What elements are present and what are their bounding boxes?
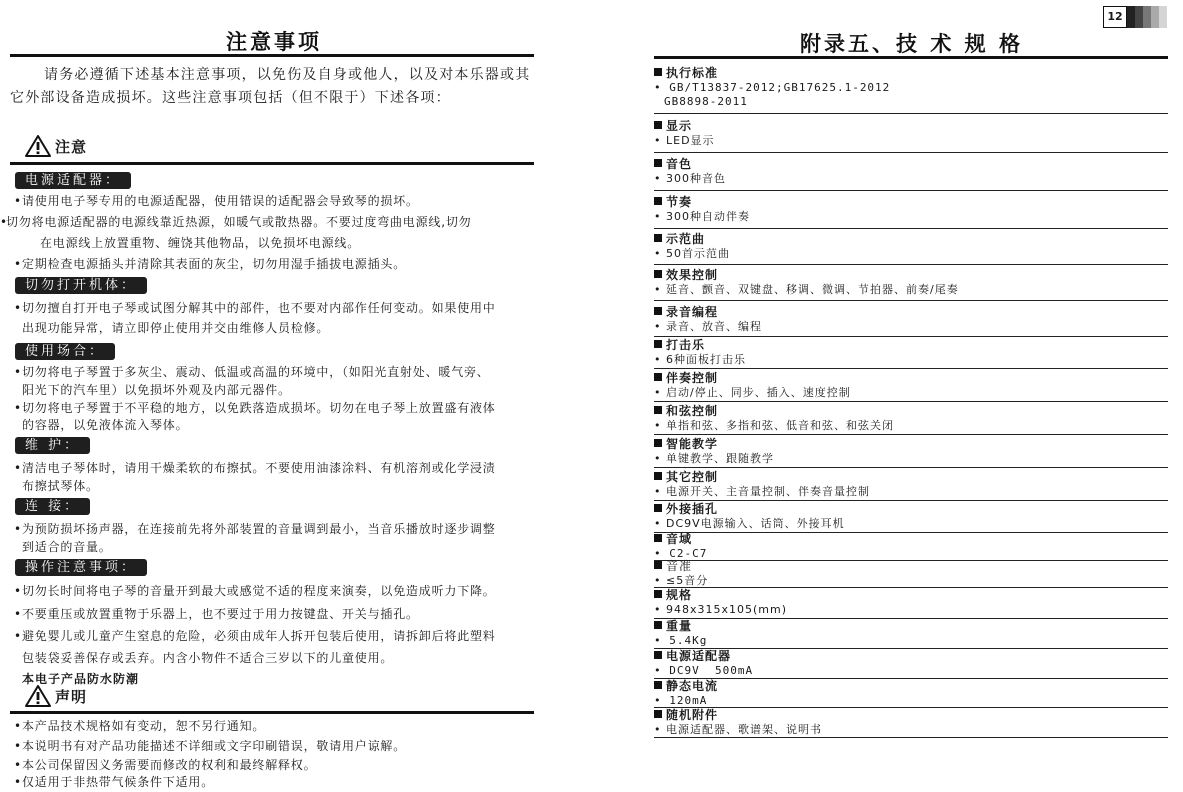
spec-divider	[654, 737, 1168, 738]
right-page	[640, 0, 1183, 789]
spec-label: 重量	[654, 619, 1168, 634]
square-bullet-icon	[654, 307, 662, 315]
section-tag-do-not-open: 切勿打开机体：	[15, 277, 147, 294]
square-bullet-icon	[654, 406, 662, 414]
gradient-swatch	[1127, 6, 1135, 28]
left-page	[0, 0, 548, 789]
square-bullet-icon	[654, 534, 662, 542]
waterproof-note: 本电子产品防水防潮	[22, 672, 140, 686]
spec-label: 音准	[654, 559, 1168, 574]
spec-title: 附录五、技 术 规 格	[800, 32, 1023, 56]
bullet-line: • 避免婴儿或儿童产生窒息的危险，必须由成年人拆开包装后使用，请拆卸后将此塑料	[22, 626, 548, 646]
spec-label: 和弦控制	[654, 404, 1168, 419]
square-bullet-icon	[654, 373, 662, 381]
spec-divider	[654, 228, 1168, 229]
gradient-swatch	[1159, 6, 1167, 28]
page-title: 注意事项	[226, 30, 322, 54]
spec-value: • 50首示范曲	[654, 247, 1168, 261]
spec-row	[654, 437, 1168, 466]
continuation-line: 到适合的音量。	[22, 540, 112, 554]
square-bullet-icon	[654, 234, 662, 242]
gradient-swatch	[1135, 6, 1143, 28]
spec-divider	[654, 113, 1168, 114]
spec-row	[654, 305, 1168, 334]
square-bullet-icon	[654, 340, 662, 348]
spec-value: • 单键教学、跟随教学	[654, 452, 1168, 466]
spec-label: 规格	[654, 588, 1168, 603]
bullet-line: • 切勿将电源适配器的电源线靠近热源，如暖气或散热器。不要过度弯曲电源线,切勿	[6, 212, 532, 232]
square-bullet-icon	[654, 472, 662, 480]
spec-row	[654, 502, 1168, 531]
caution-heading	[24, 134, 87, 158]
spec-label: 效果控制	[654, 268, 1168, 283]
statement-line: • 仅适用于非热带气候条件下适用。	[22, 772, 548, 792]
spec-row	[654, 157, 1168, 186]
gradient-swatch	[1143, 6, 1151, 28]
warning-triangle-icon	[24, 684, 52, 708]
spec-divider	[654, 368, 1168, 369]
spec-label: 静态电流	[654, 679, 1168, 694]
spec-divider	[654, 434, 1168, 435]
page-number: 12	[1103, 6, 1127, 28]
spec-label: 打击乐	[654, 338, 1168, 353]
spec-value: • 300种自动伴奏	[654, 210, 1168, 224]
spec-value: • ≤5音分	[654, 574, 1168, 588]
square-bullet-icon	[654, 197, 662, 205]
spec-label: 外接插孔	[654, 502, 1168, 517]
spec-divider	[654, 401, 1168, 402]
spec-value: • 120mA	[654, 694, 1168, 708]
spec-row	[654, 119, 1168, 148]
spec-label: 执行标准	[654, 66, 1168, 81]
spec-value: • 录音、放音、编程	[654, 320, 1168, 334]
square-bullet-icon	[654, 651, 662, 659]
statement-label: 声明	[55, 687, 88, 706]
bullet-line: • 不要重压或放置重物于乐器上，也不要过于用力按键盘、开关与插孔。	[22, 604, 548, 624]
section-tag-location: 使用场合：	[15, 343, 115, 360]
spec-value: • C2-C7	[654, 547, 1168, 561]
spec-row	[654, 66, 1168, 109]
bullet-line: • 定期检查电源插头并清除其表面的灰尘，切勿用湿手插拔电源插头。	[22, 254, 548, 274]
square-bullet-icon	[654, 621, 662, 629]
section-tag-maintenance: 维 护：	[15, 437, 90, 454]
spec-row	[654, 708, 1168, 737]
warning-triangle-icon	[24, 134, 52, 158]
spec-row	[654, 268, 1168, 297]
spec-divider	[654, 500, 1168, 501]
statement-line: • 本产品技术规格如有变动，恕不另行通知。	[22, 716, 548, 736]
statement-line: • 本公司保留因义务需要而修改的权利和最终解释权。	[22, 755, 548, 775]
page-number-box	[1103, 6, 1167, 28]
spec-label: 伴奏控制	[654, 371, 1168, 386]
continuation-line: 的容器，以免液体流入琴体。	[22, 418, 189, 432]
continuation-line: 阳光下的汽车里）以免损坏外观及内部元器件。	[22, 383, 291, 397]
spec-value: • 启动/停止、同步、插入、速度控制	[654, 386, 1168, 400]
square-bullet-icon	[654, 270, 662, 278]
continuation-line: 包装袋妥善保存或丢弃。内含小物件不适合三岁以下的儿童使用。	[22, 651, 394, 665]
spec-value: • DC9V电源输入、话筒、外接耳机	[654, 517, 1168, 531]
square-bullet-icon	[654, 710, 662, 718]
intro-paragraph: 请务必遵循下述基本注意事项，以免伤及自身或他人，以及对本乐器或其它外部设备造成损坏。这些注意事项包括（但不限于）下述各项：	[10, 67, 531, 106]
continuation-line: 出现功能异常，请立即停止使用并交由维修人员检修。	[22, 321, 330, 335]
bullet-line: • 请使用电子琴专用的电源适配器，使用错误的适配器会导致琴的损坏。	[22, 191, 548, 211]
title-rule	[654, 56, 1168, 59]
spec-divider	[654, 264, 1168, 265]
statement-rule	[10, 711, 534, 714]
spec-value: • 948x315x105(mm)	[654, 603, 1168, 617]
spec-row	[654, 588, 1168, 617]
spec-label: 随机附件	[654, 708, 1168, 723]
spec-value: • 5.4Kg	[654, 634, 1168, 648]
spec-row	[654, 649, 1168, 678]
section-tag-connection: 连 接：	[15, 498, 90, 515]
spec-row	[654, 232, 1168, 261]
spec-divider	[654, 152, 1168, 153]
spec-row	[654, 371, 1168, 400]
bullet-line: • 切勿将电子琴置于不平稳的地方，以免跌落造成损坏。切勿在电子琴上放置盛有液体	[22, 398, 548, 418]
spec-label: 节奏	[654, 195, 1168, 210]
square-bullet-icon	[654, 590, 662, 598]
gradient-swatch	[1151, 6, 1159, 28]
spec-divider	[654, 300, 1168, 301]
spec-label: 音域	[654, 532, 1168, 547]
continuation-line: 布擦拭琴体。	[22, 479, 99, 493]
square-bullet-icon	[654, 159, 662, 167]
statement-line: • 本说明书有对产品功能描述不详细或文字印刷错误，敬请用户谅解。	[22, 736, 548, 756]
spec-value: • 单指和弦、多指和弦、低音和弦、和弦关闭	[654, 419, 1168, 433]
section-tag-operation: 操作注意事项：	[15, 559, 147, 576]
spec-divider	[654, 190, 1168, 191]
spec-value-2: GB8898-2011	[664, 95, 748, 108]
spec-label: 电源适配器	[654, 649, 1168, 664]
spec-label: 音色	[654, 157, 1168, 172]
spec-row	[654, 559, 1168, 588]
spec-label: 录音编程	[654, 305, 1168, 320]
statement-heading	[24, 684, 87, 708]
spec-row	[654, 404, 1168, 433]
continuation-line: 在电源线上放置重物、缠饶其他物品，以免损坏电源线。	[40, 236, 361, 250]
square-bullet-icon	[654, 681, 662, 689]
bullet-line: • 切勿将电子琴置于多灰尘、震动、低温或高温的环境中，（如阳光直射处、暖气旁、	[22, 362, 548, 382]
spec-divider	[654, 467, 1168, 468]
spec-value: • 电源适配器、歌谱架、说明书	[654, 723, 1168, 737]
square-bullet-icon	[654, 121, 662, 129]
bullet-line: • 切勿擅自打开电子琴或试图分解其中的部件，也不要对内部作任何变动。如果使用中	[22, 298, 548, 318]
spec-row	[654, 470, 1168, 499]
caution-label: 注意	[55, 137, 88, 156]
title-rule	[10, 54, 534, 57]
square-bullet-icon	[654, 68, 662, 76]
square-bullet-icon	[654, 504, 662, 512]
spec-divider	[654, 336, 1168, 337]
spec-label: 其它控制	[654, 470, 1168, 485]
section-tag-power-adapter: 电源适配器：	[15, 172, 131, 189]
spec-value: • 300种音色	[654, 172, 1168, 186]
spec-value: • 延音、颤音、双键盘、移调、微调、节拍器、前奏/尾奏	[654, 283, 1168, 297]
bullet-line: • 为预防损坏扬声器，在连接前先将外部装置的音量调到最小，当音乐播放时逐步调整	[22, 519, 548, 539]
spec-value: • 电源开关、主音量控制、伴奏音量控制	[654, 485, 1168, 499]
spec-row	[654, 679, 1168, 708]
spec-value: • LED显示	[654, 134, 1168, 148]
square-bullet-icon	[654, 561, 662, 569]
spec-value: • 6种面板打击乐	[654, 353, 1168, 367]
spec-row	[654, 532, 1168, 561]
spec-label: 显示	[654, 119, 1168, 134]
spec-row	[654, 338, 1168, 367]
square-bullet-icon	[654, 439, 662, 447]
spec-value: • DC9V 500mA	[654, 664, 1168, 678]
bullet-line: • 切勿长时间将电子琴的音量开到最大或感觉不适的程度来演奏，以免造成听力下降。	[22, 581, 548, 601]
spec-label: 智能教学	[654, 437, 1168, 452]
spec-label: 示范曲	[654, 232, 1168, 247]
bullet-line: • 清洁电子琴体时，请用干燥柔软的布擦拭。不要使用油漆涂料、有机溶剂或化学浸渍	[22, 458, 548, 478]
caution-rule	[10, 162, 534, 165]
spec-row	[654, 195, 1168, 224]
spec-row	[654, 619, 1168, 648]
spec-value: • GB/T13837-2012;GB17625.1-2012	[654, 81, 1168, 95]
